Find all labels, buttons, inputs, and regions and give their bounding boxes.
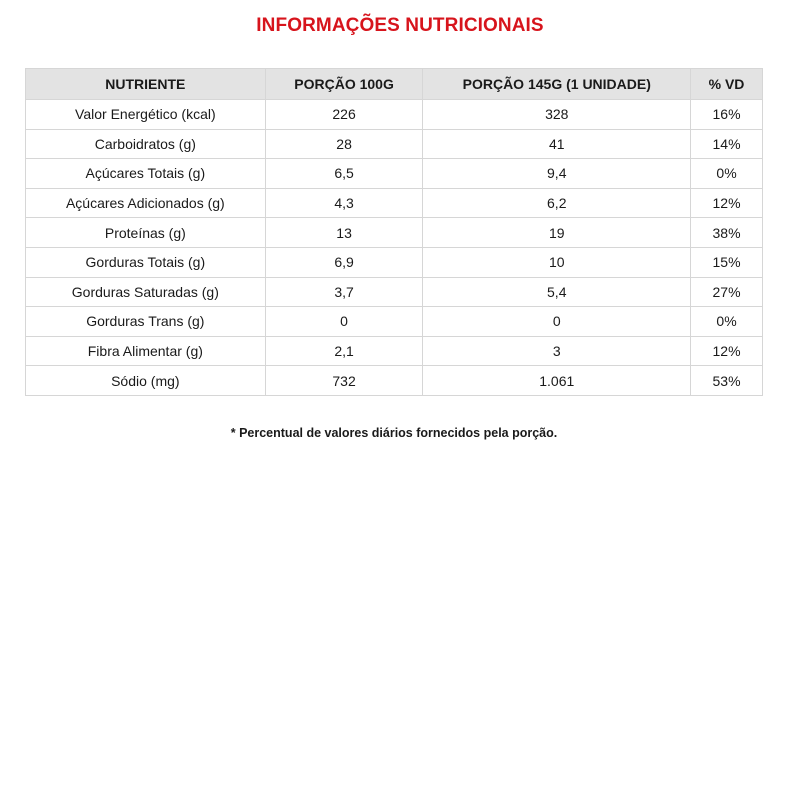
cell-daily-value: 38% (691, 218, 763, 248)
cell-per-100g: 6,5 (265, 159, 423, 189)
cell-per-145g: 1.061 (423, 366, 691, 396)
cell-nutrient: Gorduras Trans (g) (26, 307, 266, 337)
cell-daily-value: 27% (691, 277, 763, 307)
cell-per-100g: 732 (265, 366, 423, 396)
page-title: INFORMAÇÕES NUTRICIONAIS (256, 15, 544, 36)
cell-per-145g: 19 (423, 218, 691, 248)
cell-per-145g: 5,4 (423, 277, 691, 307)
cell-daily-value: 0% (691, 307, 763, 337)
table-row (26, 129, 763, 159)
header-nutriente: NUTRIENTE (26, 69, 266, 100)
cell-nutrient: Valor Energético (kcal) (26, 100, 266, 130)
cell-nutrient: Fibra Alimentar (g) (26, 336, 266, 366)
cell-nutrient: Sódio (mg) (26, 366, 266, 396)
cell-per-145g: 41 (423, 129, 691, 159)
cell-per-145g: 0 (423, 307, 691, 337)
cell-daily-value: 14% (691, 129, 763, 159)
cell-daily-value: 12% (691, 188, 763, 218)
cell-nutrient: Açúcares Totais (g) (26, 159, 266, 189)
cell-nutrient: Gorduras Saturadas (g) (26, 277, 266, 307)
header-porcao-100g: PORÇÃO 100G (265, 69, 423, 100)
cell-per-100g: 226 (265, 100, 423, 130)
table-row (26, 247, 763, 277)
cell-daily-value: 12% (691, 336, 763, 366)
cell-per-100g: 3,7 (265, 277, 423, 307)
cell-per-145g: 6,2 (423, 188, 691, 218)
cell-per-100g: 28 (265, 129, 423, 159)
table-row (26, 307, 763, 337)
cell-nutrient: Açúcares Adicionados (g) (26, 188, 266, 218)
header-porcao-145g: PORÇÃO 145G (1 UNIDADE) (423, 69, 691, 100)
cell-nutrient: Gorduras Totais (g) (26, 247, 266, 277)
table-row (26, 100, 763, 130)
table-row (26, 218, 763, 248)
cell-per-100g: 2,1 (265, 336, 423, 366)
cell-daily-value: 0% (691, 159, 763, 189)
cell-per-100g: 4,3 (265, 188, 423, 218)
cell-nutrient: Carboidratos (g) (26, 129, 266, 159)
table-row (26, 336, 763, 366)
cell-per-100g: 13 (265, 218, 423, 248)
table-row (26, 188, 763, 218)
nutrition-table (25, 68, 763, 396)
cell-daily-value: 53% (691, 366, 763, 396)
table-row (26, 366, 763, 396)
cell-daily-value: 16% (691, 100, 763, 130)
cell-per-145g: 3 (423, 336, 691, 366)
cell-per-145g: 328 (423, 100, 691, 130)
table-row (26, 277, 763, 307)
header-vd: % VD (691, 69, 763, 100)
cell-per-145g: 9,4 (423, 159, 691, 189)
table-row (26, 159, 763, 189)
cell-daily-value: 15% (691, 247, 763, 277)
cell-nutrient: Proteínas (g) (26, 218, 266, 248)
cell-per-100g: 0 (265, 307, 423, 337)
cell-per-100g: 6,9 (265, 247, 423, 277)
footnote: * Percentual de valores diários fornecidos pela porção. (230, 426, 558, 440)
table-header-row (26, 69, 763, 100)
cell-per-145g: 10 (423, 247, 691, 277)
